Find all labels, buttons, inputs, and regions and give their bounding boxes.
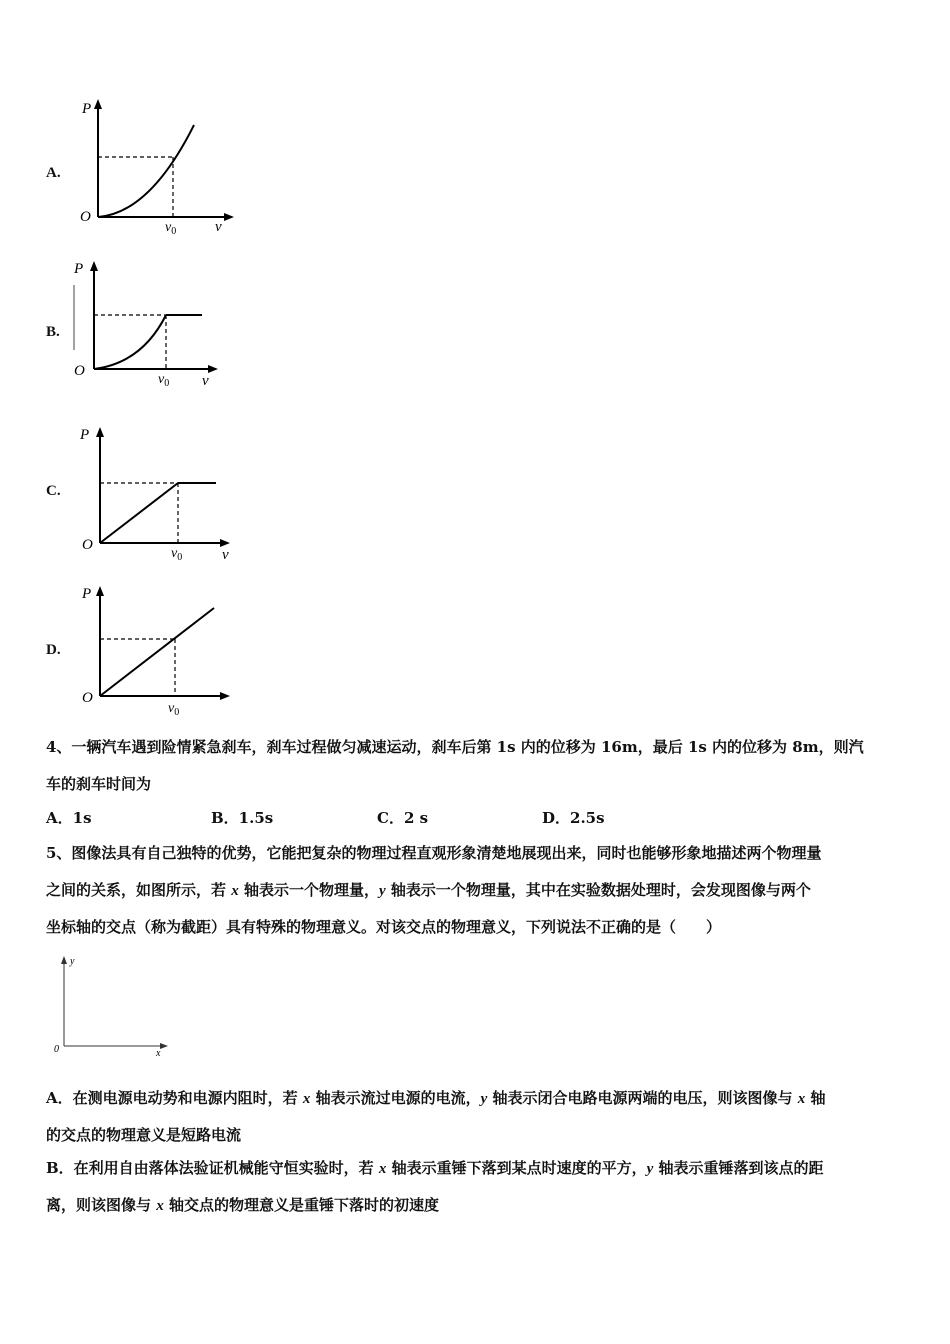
graph-option-c — [72, 415, 252, 569]
axis-label-p: P — [74, 261, 84, 277]
axis-label-x: x — [156, 1048, 161, 1059]
q4-choice-d[interactable]: D．2.5s — [542, 809, 605, 827]
v0-label: $v_0$ — [168, 701, 180, 718]
q5-text-line-1: 5、图像法具有自己独特的优势，它能把复杂的物理过程直观形象清楚地展现出来，同时也能够形象地描述两个物理量 — [46, 844, 822, 862]
y-axis-arrow — [96, 427, 104, 437]
q4-choice-c[interactable]: C．2 s — [377, 809, 429, 827]
graph-option-d — [72, 578, 252, 732]
power-curve — [94, 315, 166, 369]
axis-label-y: y — [70, 956, 75, 967]
q5-option-a-line-1[interactable]: A．在测电源电动势和电源内阻时，若 x 轴表示流过电源的电流，y 轴表示闭合电路电源两端的电压，则该图像与 x 轴 — [46, 1089, 826, 1107]
y-axis-arrow — [94, 99, 102, 109]
power-linear-line — [100, 483, 178, 543]
axis-label-p: P — [82, 586, 92, 602]
axis-label-p: P — [82, 101, 92, 117]
origin-label: O — [80, 209, 91, 225]
graph-option-a — [70, 95, 250, 249]
graph-option-b — [62, 255, 242, 409]
power-linear-line — [100, 608, 214, 696]
graph-q5-axes — [48, 950, 178, 1064]
y-axis-arrow — [61, 956, 67, 964]
axis-label-v: v — [215, 219, 222, 235]
x-axis-arrow — [208, 365, 218, 373]
q4-choice-a[interactable]: A．1s — [46, 809, 92, 827]
option-b-label: B. — [46, 324, 60, 340]
q5-text-line-3: 坐标轴的交点（称为截距）具有特殊的物理意义。对该交点的物理意义，下列说法不正确的是（ ） — [46, 918, 722, 936]
axis-label-v: v — [222, 547, 229, 563]
origin-label: O — [82, 537, 93, 553]
origin-label: 0 — [54, 1044, 59, 1055]
q4-text-line-1: 4、一辆汽车遇到险情紧急刹车，刹车过程做匀减速运动，刹车后第 1s 内的位移为 16m，最后 1s 内的位移为 8m，则汽 — [46, 738, 864, 756]
x-axis-arrow — [224, 213, 234, 221]
x-axis-arrow — [160, 1043, 168, 1049]
v0-label: $v_0$ — [158, 372, 170, 389]
v0-label: $v_0$ — [171, 546, 183, 563]
option-d-label: D. — [46, 642, 61, 658]
option-a-label: A. — [46, 165, 61, 181]
q5-text-line-2: 之间的关系，如图所示，若 x 轴表示一个物理量，y 轴表示一个物理量，其中在实验数据处理时，会发现图像与两个 — [46, 881, 811, 899]
q5-option-b-line-2[interactable]: 离，则该图像与 x 轴交点的物理意义是重锤下落时的初速度 — [46, 1196, 439, 1214]
q5-option-a-line-2[interactable]: 的交点的物理意义是短路电流 — [46, 1126, 242, 1144]
y-axis-arrow — [90, 261, 98, 271]
q4-text-line-2: 车的刹车时间为 — [46, 775, 152, 793]
x-axis-arrow — [220, 692, 230, 700]
q4-choice-b[interactable]: B．1.5s — [211, 809, 274, 827]
q5-option-b-line-1[interactable]: B．在利用自由落体法验证机械能守恒实验时，若 x 轴表示重锤下落到某点时速度的平方，y 轴表示重锤落到该点的距 — [46, 1159, 824, 1177]
option-c-label: C. — [46, 483, 61, 499]
power-curve — [98, 125, 194, 217]
axis-label-p: P — [80, 427, 90, 443]
x-axis-arrow — [220, 539, 230, 547]
origin-label: O — [74, 363, 85, 379]
y-axis-arrow — [96, 586, 104, 596]
axis-label-v: v — [202, 373, 209, 389]
v0-label: $v_0$ — [165, 220, 177, 237]
origin-label: O — [82, 690, 93, 706]
